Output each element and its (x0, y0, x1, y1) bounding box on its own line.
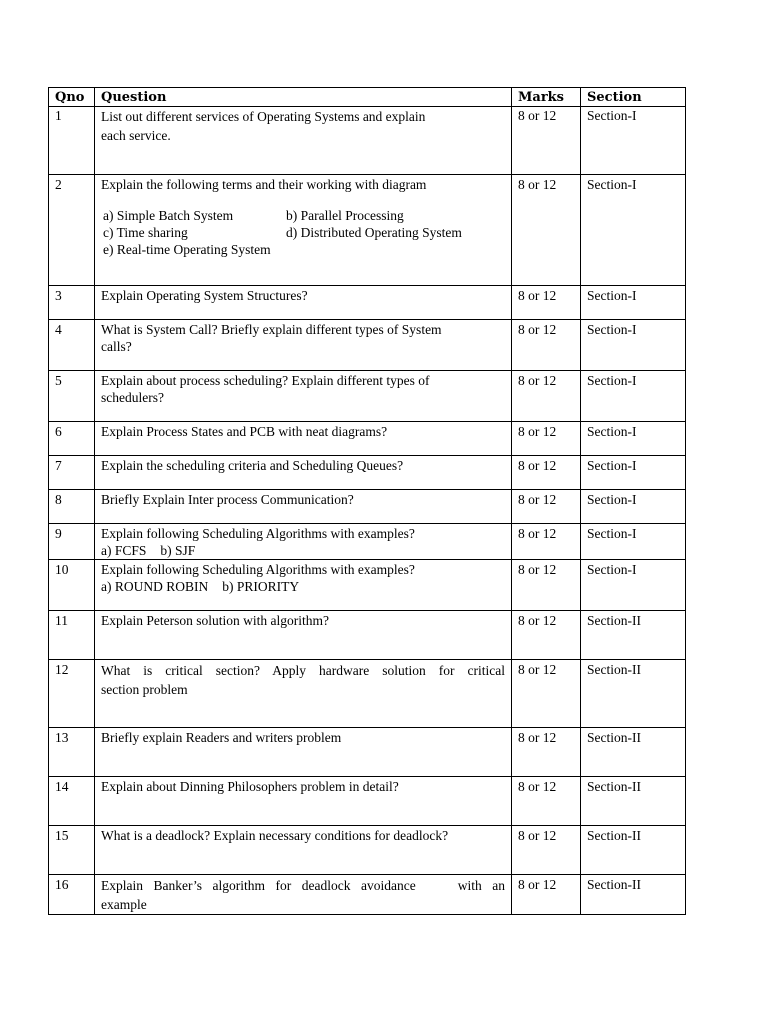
question-text (95, 320, 512, 371)
section-cell: Section-II (581, 777, 686, 826)
table-row (49, 777, 686, 826)
questions-table (48, 87, 686, 915)
section-cell: Section-II (581, 611, 686, 660)
question-text (95, 107, 512, 175)
question-text (95, 175, 512, 286)
option-list (101, 578, 505, 595)
marks-cell: 8 or 12 (512, 371, 581, 422)
question-number: 5 (49, 371, 95, 422)
question-text (95, 777, 512, 826)
question-text (95, 728, 512, 777)
table-row (49, 371, 686, 422)
section-cell: Section-I (581, 320, 686, 371)
section-cell: Section-I (581, 490, 686, 524)
question-number: 6 (49, 422, 95, 456)
question-text (95, 875, 512, 915)
question-number: 15 (49, 826, 95, 875)
section-cell: Section-II (581, 826, 686, 875)
marks-cell: 8 or 12 (512, 107, 581, 175)
table-row (49, 175, 686, 286)
option-item: b) Parallel Processing (286, 208, 404, 223)
table-row (49, 320, 686, 371)
section-cell: Section-I (581, 456, 686, 490)
section-cell: Section-II (581, 728, 686, 777)
table-row (49, 660, 686, 728)
question-text (95, 826, 512, 875)
header-section: Section (581, 88, 686, 107)
marks-cell: 8 or 12 (512, 826, 581, 875)
question-line: each service. (101, 128, 171, 143)
question-text (95, 660, 512, 728)
header-question: Question (95, 88, 512, 107)
question-number: 11 (49, 611, 95, 660)
question-text (95, 286, 512, 320)
question-number: 4 (49, 320, 95, 371)
question-line: Explain following Scheduling Algorithms with examples? (101, 526, 415, 541)
marks-cell: 8 or 12 (512, 560, 581, 611)
section-cell: Section-I (581, 175, 686, 286)
option-item: d) Distributed Operating System (286, 225, 462, 240)
question-number: 8 (49, 490, 95, 524)
header-marks: Marks (512, 88, 581, 107)
question-line: calls? (101, 339, 132, 354)
question-number: 7 (49, 456, 95, 490)
question-text (95, 371, 512, 422)
table-row (49, 107, 686, 175)
marks-cell: 8 or 12 (512, 490, 581, 524)
question-line: Briefly explain Readers and writers problem (101, 730, 342, 745)
question-line: List out different services of Operating Systems and explain (101, 109, 426, 124)
question-text (95, 422, 512, 456)
marks-cell: 8 or 12 (512, 422, 581, 456)
table-row (49, 286, 686, 320)
question-line: What is a deadlock? Explain necessary conditions for deadlock? (101, 828, 449, 843)
question-number: 13 (49, 728, 95, 777)
table-row (49, 826, 686, 875)
section-cell: Section-II (581, 660, 686, 728)
table-row (49, 490, 686, 524)
marks-cell: 8 or 12 (512, 777, 581, 826)
table-row (49, 728, 686, 777)
question-line: schedulers? (101, 390, 164, 405)
option-item: a) Simple Batch System (103, 208, 234, 223)
section-cell: Section-I (581, 524, 686, 560)
marks-cell: 8 or 12 (512, 286, 581, 320)
marks-cell: 8 or 12 (512, 175, 581, 286)
question-text (95, 490, 512, 524)
question-line: Explain about Dinning Philosophers problem in detail? (101, 779, 399, 794)
question-line: What is System Call? Briefly explain different types of System (101, 322, 442, 337)
question-number: 1 (49, 107, 95, 175)
question-line: Explain Peterson solution with algorithm? (101, 613, 329, 628)
table-header-row (49, 88, 686, 107)
question-text (95, 560, 512, 611)
section-cell: Section-I (581, 422, 686, 456)
section-cell: Section-I (581, 107, 686, 175)
table-row (49, 456, 686, 490)
question-text (95, 524, 512, 560)
marks-cell: 8 or 12 (512, 660, 581, 728)
question-line: section problem (101, 682, 188, 697)
section-cell: Section-II (581, 875, 686, 915)
question-text (95, 456, 512, 490)
question-line: Explain Operating System Structures? (101, 288, 308, 303)
table-row (49, 875, 686, 915)
question-number: 9 (49, 524, 95, 560)
option-item: b) PRIORITY (222, 579, 300, 594)
question-line: Explain Process States and PCB with neat diagrams? (101, 424, 388, 439)
section-cell: Section-I (581, 560, 686, 611)
question-text (95, 611, 512, 660)
question-number: 3 (49, 286, 95, 320)
option-item: c) Time sharing (103, 225, 188, 240)
table-row (49, 524, 686, 560)
table-row (49, 422, 686, 456)
option-item: e) Real-time Operating System (103, 242, 271, 257)
question-line: Explain following Scheduling Algorithms with examples? (101, 562, 415, 577)
option-item: b) SJF (160, 543, 196, 558)
question-line: Briefly Explain Inter process Communication? (101, 492, 354, 507)
question-number: 12 (49, 660, 95, 728)
option-list (101, 207, 505, 258)
table-row (49, 611, 686, 660)
question-line: Explain about process scheduling? Explain different types of (101, 373, 430, 388)
marks-cell: 8 or 12 (512, 456, 581, 490)
marks-cell: 8 or 12 (512, 875, 581, 915)
marks-cell: 8 or 12 (512, 728, 581, 777)
question-line: Explain Banker’s algorithm for deadlock avoidance with an (101, 878, 505, 893)
section-cell: Section-I (581, 371, 686, 422)
question-line: Explain the following terms and their working with diagram (101, 177, 427, 192)
table-row (49, 560, 686, 611)
section-cell: Section-I (581, 286, 686, 320)
question-number: 14 (49, 777, 95, 826)
question-number: 2 (49, 175, 95, 286)
option-item: a) ROUND ROBIN (101, 579, 209, 594)
marks-cell: 8 or 12 (512, 320, 581, 371)
question-line: example (101, 897, 147, 912)
option-list (101, 542, 505, 559)
header-qno: Qno (49, 88, 95, 107)
question-line: What is critical section? Apply hardware solution for critical (101, 663, 505, 678)
question-number: 16 (49, 875, 95, 915)
question-line: Explain the scheduling criteria and Scheduling Queues? (101, 458, 404, 473)
question-number: 10 (49, 560, 95, 611)
option-item: a) FCFS (101, 543, 147, 558)
marks-cell: 8 or 12 (512, 611, 581, 660)
marks-cell: 8 or 12 (512, 524, 581, 560)
